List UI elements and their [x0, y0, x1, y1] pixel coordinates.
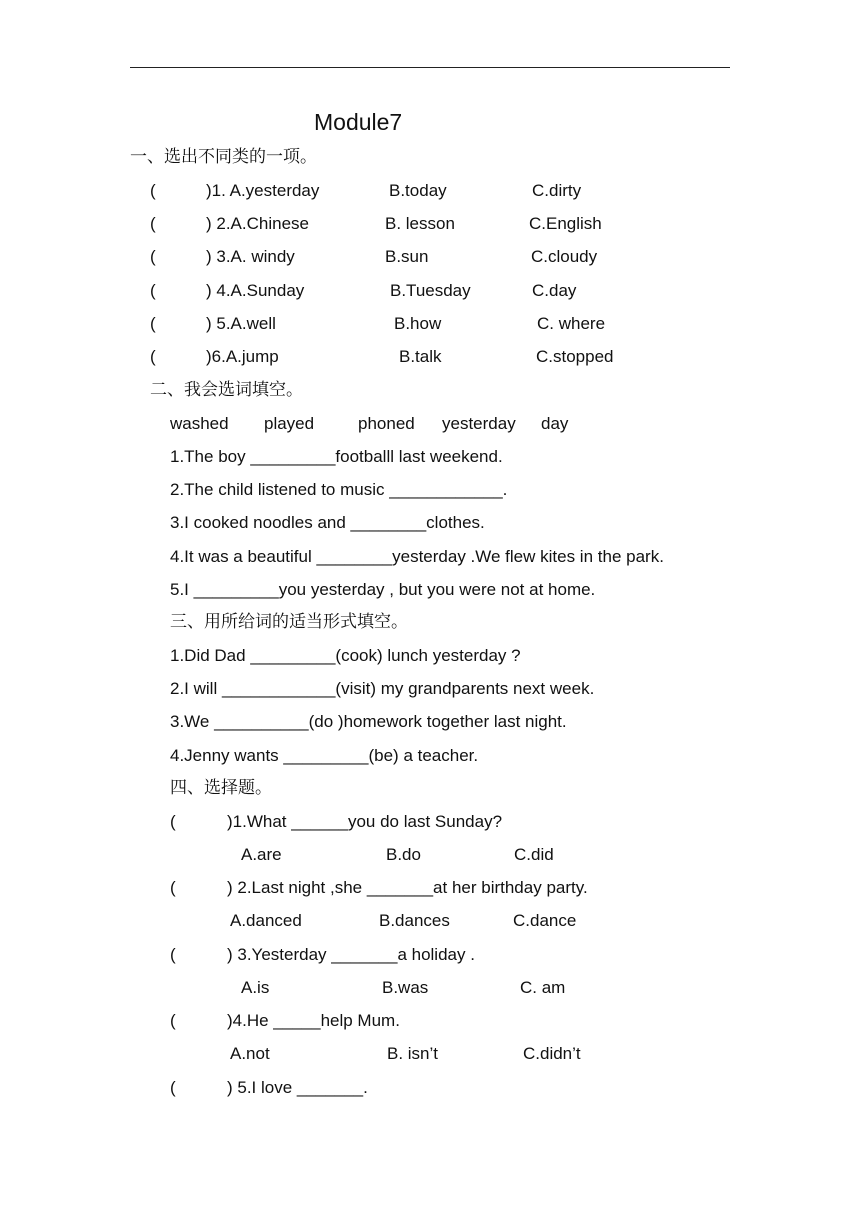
item-number-option-a: ) 3.A. windy	[206, 247, 295, 266]
option-b: B.talk	[399, 347, 442, 366]
option-b: B. isn’t	[387, 1044, 439, 1063]
option-b: B.how	[394, 314, 442, 333]
question-text: )4.He _____help Mum.	[227, 1011, 400, 1030]
section4-heading: 四、选择题。	[170, 778, 272, 798]
option-b: B.sun	[385, 247, 429, 266]
answer-bracket[interactable]: (	[150, 214, 156, 233]
answer-bracket[interactable]: (	[170, 878, 176, 897]
option-c: C.English	[529, 214, 602, 233]
word-form-sentence: 3.We __________(do )homework together last night.	[170, 712, 567, 731]
fill-blank-sentence: 4.It was a beautiful ________yesterday .We flew kites in the park.	[170, 547, 664, 566]
option-b: B. lesson	[385, 214, 455, 233]
option-b: B.dances	[379, 911, 450, 930]
question-text: ) 3.Yesterday _______a holiday .	[227, 945, 475, 964]
item-number-option-a: ) 4.A.Sunday	[206, 281, 305, 300]
section1-heading: 一、选出不同类的一项。	[130, 147, 317, 167]
option-c: C.stopped	[536, 347, 614, 366]
answer-bracket[interactable]: (	[170, 812, 176, 831]
word-form-sentence: 1.Did Dad _________(cook) lunch yesterday ?	[170, 646, 521, 665]
option-c: C.cloudy	[531, 247, 598, 266]
question-text: ) 5.I love _______.	[227, 1078, 368, 1097]
option-a: A.are	[241, 845, 282, 864]
option-b: B.was	[382, 978, 429, 997]
option-c: C. am	[520, 978, 566, 997]
option-c: C.dance	[513, 911, 577, 930]
option-c: C.day	[532, 281, 577, 300]
question-text: )1.What ______you do last Sunday?	[227, 812, 503, 831]
option-c: C. where	[537, 314, 606, 333]
answer-bracket[interactable]: (	[150, 181, 156, 200]
answer-bracket[interactable]: (	[150, 247, 156, 266]
word-bank-item: played	[264, 414, 315, 433]
word-bank-item: washed	[170, 414, 229, 433]
item-number-option-a: ) 2.A.Chinese	[206, 214, 309, 233]
word-form-sentence: 2.I will ____________(visit) my grandparents next week.	[170, 679, 595, 698]
answer-bracket[interactable]: (	[170, 1011, 176, 1030]
word-bank-item: yesterday	[442, 414, 516, 433]
option-c: C.did	[514, 845, 554, 864]
answer-bracket[interactable]: (	[150, 281, 156, 300]
fill-blank-sentence: 3.I cooked noodles and ________clothes.	[170, 513, 485, 532]
fill-blank-sentence: 2.The child listened to music ____________.	[170, 480, 508, 499]
answer-bracket[interactable]: (	[170, 945, 176, 964]
option-b: B.do	[386, 845, 421, 864]
item-number-option-a: )1. A.yesterday	[206, 181, 320, 200]
option-a: A.not	[230, 1044, 270, 1063]
word-bank-item: phoned	[358, 414, 415, 433]
word-form-sentence: 4.Jenny wants _________(be) a teacher.	[170, 746, 479, 765]
answer-bracket[interactable]: (	[150, 314, 156, 333]
option-a: A.is	[241, 978, 270, 997]
item-number-option-a: )6.A.jump	[206, 347, 279, 366]
question-text: ) 2.Last night ,she _______at her birthday party.	[227, 878, 588, 897]
option-a: A.danced	[230, 911, 302, 930]
fill-blank-sentence: 1.The boy _________footballl last weekend.	[170, 447, 503, 466]
fill-blank-sentence: 5.I _________you yesterday , but you were not at home.	[170, 580, 596, 599]
header-rule	[130, 67, 730, 68]
answer-bracket[interactable]: (	[170, 1078, 176, 1097]
option-c: C.dirty	[532, 181, 582, 200]
option-c: C.didn’t	[523, 1044, 581, 1063]
section2-heading: 二、我会选词填空。	[150, 380, 303, 400]
item-number-option-a: ) 5.A.well	[206, 314, 276, 333]
word-bank-item: day	[541, 414, 569, 433]
answer-bracket[interactable]: (	[150, 347, 156, 366]
section3-heading: 三、用所给词的适当形式填空。	[170, 612, 408, 632]
page-title: Module7	[314, 109, 403, 135]
option-b: B.Tuesday	[390, 281, 471, 300]
option-b: B.today	[389, 181, 447, 200]
